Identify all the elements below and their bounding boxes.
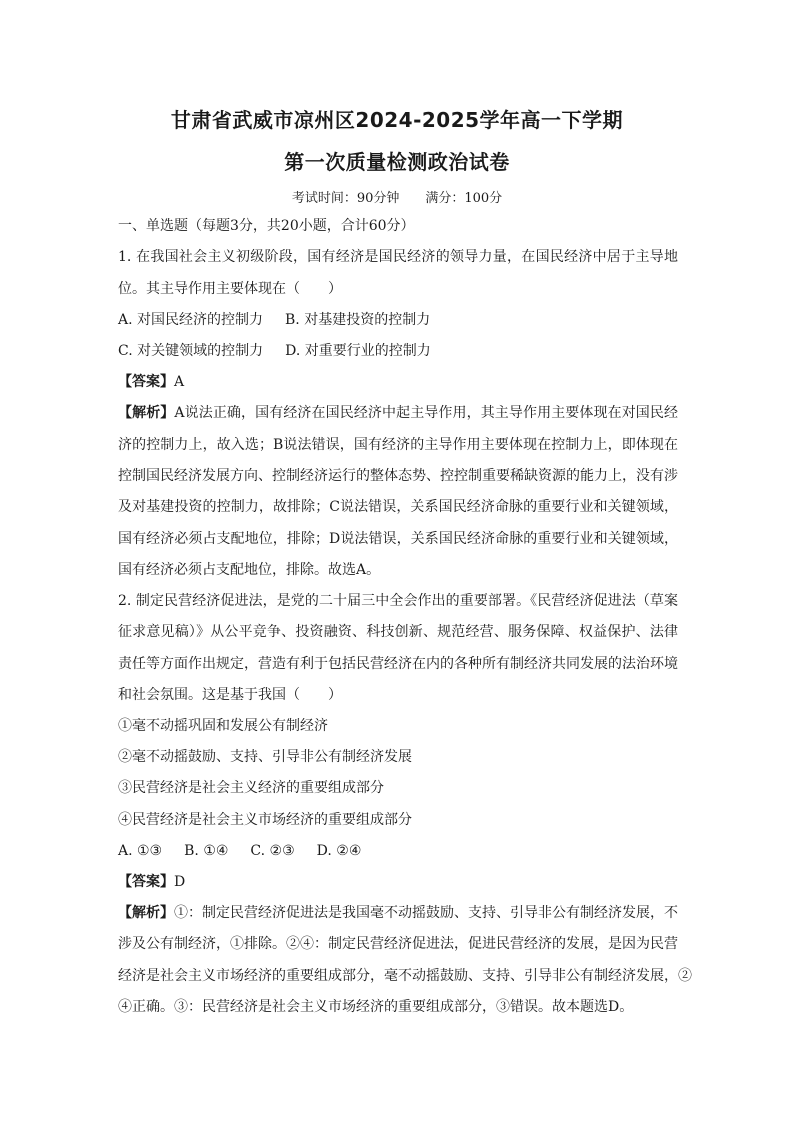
q2-item-3: ③民营经济是社会主义经济的重要组成部分: [118, 780, 384, 796]
q2-stem-line2: 征求意见稿）》从公平竞争、投资融资、科技创新、规范经营、服务保障、权益保护、法律: [118, 624, 678, 640]
q1-analysis-text1: A说法正确，国有经济在国民经济中起主导作用，其主导作用主要体现在对国民经: [174, 405, 679, 421]
q2-stem-line1: 2. 制定民营经济促进法，是党的二十届三中全会作出的重要部署。《民营经济促进法（草案: [118, 593, 678, 609]
q1-analysis-line2: 济的控制力上，故入选；B说法错误，国有经济的主导作用主要体现在控制力上，即体现在: [118, 437, 678, 453]
q2-analysis-line4: ④正确。③：民营经济是社会主义市场经济的重要组成部分，③错误。故本题选D。: [118, 999, 634, 1015]
q1-options-row2: [118, 341, 678, 361]
q1-options-row1: [118, 310, 678, 330]
q1-analysis-line3: 控制国民经济发展方向、控制经济运行的整体态势、控控制重要稀缺资源的能力上，没有涉: [118, 468, 678, 484]
q2-item-2: ②毫不动摇鼓励、支持、引导非公有制经济发展: [118, 749, 412, 765]
q1-answer-value: A: [174, 374, 185, 390]
q2-option-a: A. ①③: [118, 843, 163, 859]
q1-stem-line2: 位。其主导作用主要体现在（ ）: [118, 281, 342, 297]
q2-answer: [118, 872, 678, 892]
exam-title-line1: 甘肃省武威市凉州区2024-2025学年高一下学期: [170, 108, 624, 132]
q2-analysis-label: 【解析】: [118, 905, 174, 921]
q1-stem-line1: 1. 在我国社会主义初级阶段，国有经济是国民经济的领导力量，在国民经济中居于主导地: [118, 249, 678, 265]
q1-answer-label: 【答案】: [118, 374, 174, 390]
q2-stem-line3: 责任等方面作出规定，营造有利于包括民营经济在内的各种所有制经济共同发展的法治环境: [118, 656, 678, 672]
q1-analysis-line1: [118, 403, 678, 423]
q2-answer-value: D: [174, 874, 186, 890]
exam-meta: [0, 187, 794, 206]
q1-option-c: C. 对关键领域的控制力: [118, 343, 264, 359]
full-score: 满分：100分: [425, 191, 503, 206]
q2-options-row: [118, 841, 678, 861]
q2-stem-line4: 和社会氛围。这是基于我国（ ）: [118, 687, 342, 703]
q1-option-a: A. 对国民经济的控制力: [118, 312, 264, 328]
q2-option-b: B. ①④: [184, 843, 229, 859]
section-heading: 一、单选题（每题3分，共20小题，合计60分）: [118, 218, 415, 234]
q1-option-b: B. 对基建投资的控制力: [285, 312, 431, 328]
q1-option-d: D. 对重要行业的控制力: [285, 343, 431, 359]
q1-answer: [118, 372, 678, 392]
q2-item-1: ①毫不动摇巩固和发展公有制经济: [118, 718, 328, 734]
q2-analysis-text1: ①：制定民营经济促进法是我国毫不动摇鼓励、支持、引导非公有制经济发展，不: [174, 905, 678, 921]
q2-option-c: C. ②③: [250, 843, 295, 859]
exam-time: 考试时间：90分钟: [291, 191, 400, 206]
q2-analysis-line2: 涉及公有制经济，①排除。②④：制定民营经济促进法，促进民营经济的发展，是因为民营: [118, 936, 678, 952]
q2-item-4: ④民营经济是社会主义市场经济的重要组成部分: [118, 812, 412, 828]
exam-title-line2: 第一次质量检测政治试卷: [284, 150, 510, 174]
q1-analysis-label: 【解析】: [118, 405, 175, 421]
q1-analysis-line5: 国有经济必须占支配地位，排除；D说法错误，关系国民经济命脉的重要行业和关键领域，: [118, 531, 678, 547]
q2-answer-label: 【答案】: [118, 874, 174, 890]
q1-analysis-line6: 国有经济必须占支配地位，排除。故选A。: [118, 562, 381, 578]
q2-option-d: D. ②④: [316, 843, 362, 859]
q2-analysis-line1: [118, 903, 678, 923]
q1-analysis-line4: 及对基建投资的控制力，故排除；C说法错误，关系国民经济命脉的重要行业和关键领域，: [118, 499, 678, 515]
q2-analysis-line3: 经济是社会主义市场经济的重要组成部分，毫不动摇鼓励、支持、引导非公有制经济发展，②: [118, 968, 692, 984]
